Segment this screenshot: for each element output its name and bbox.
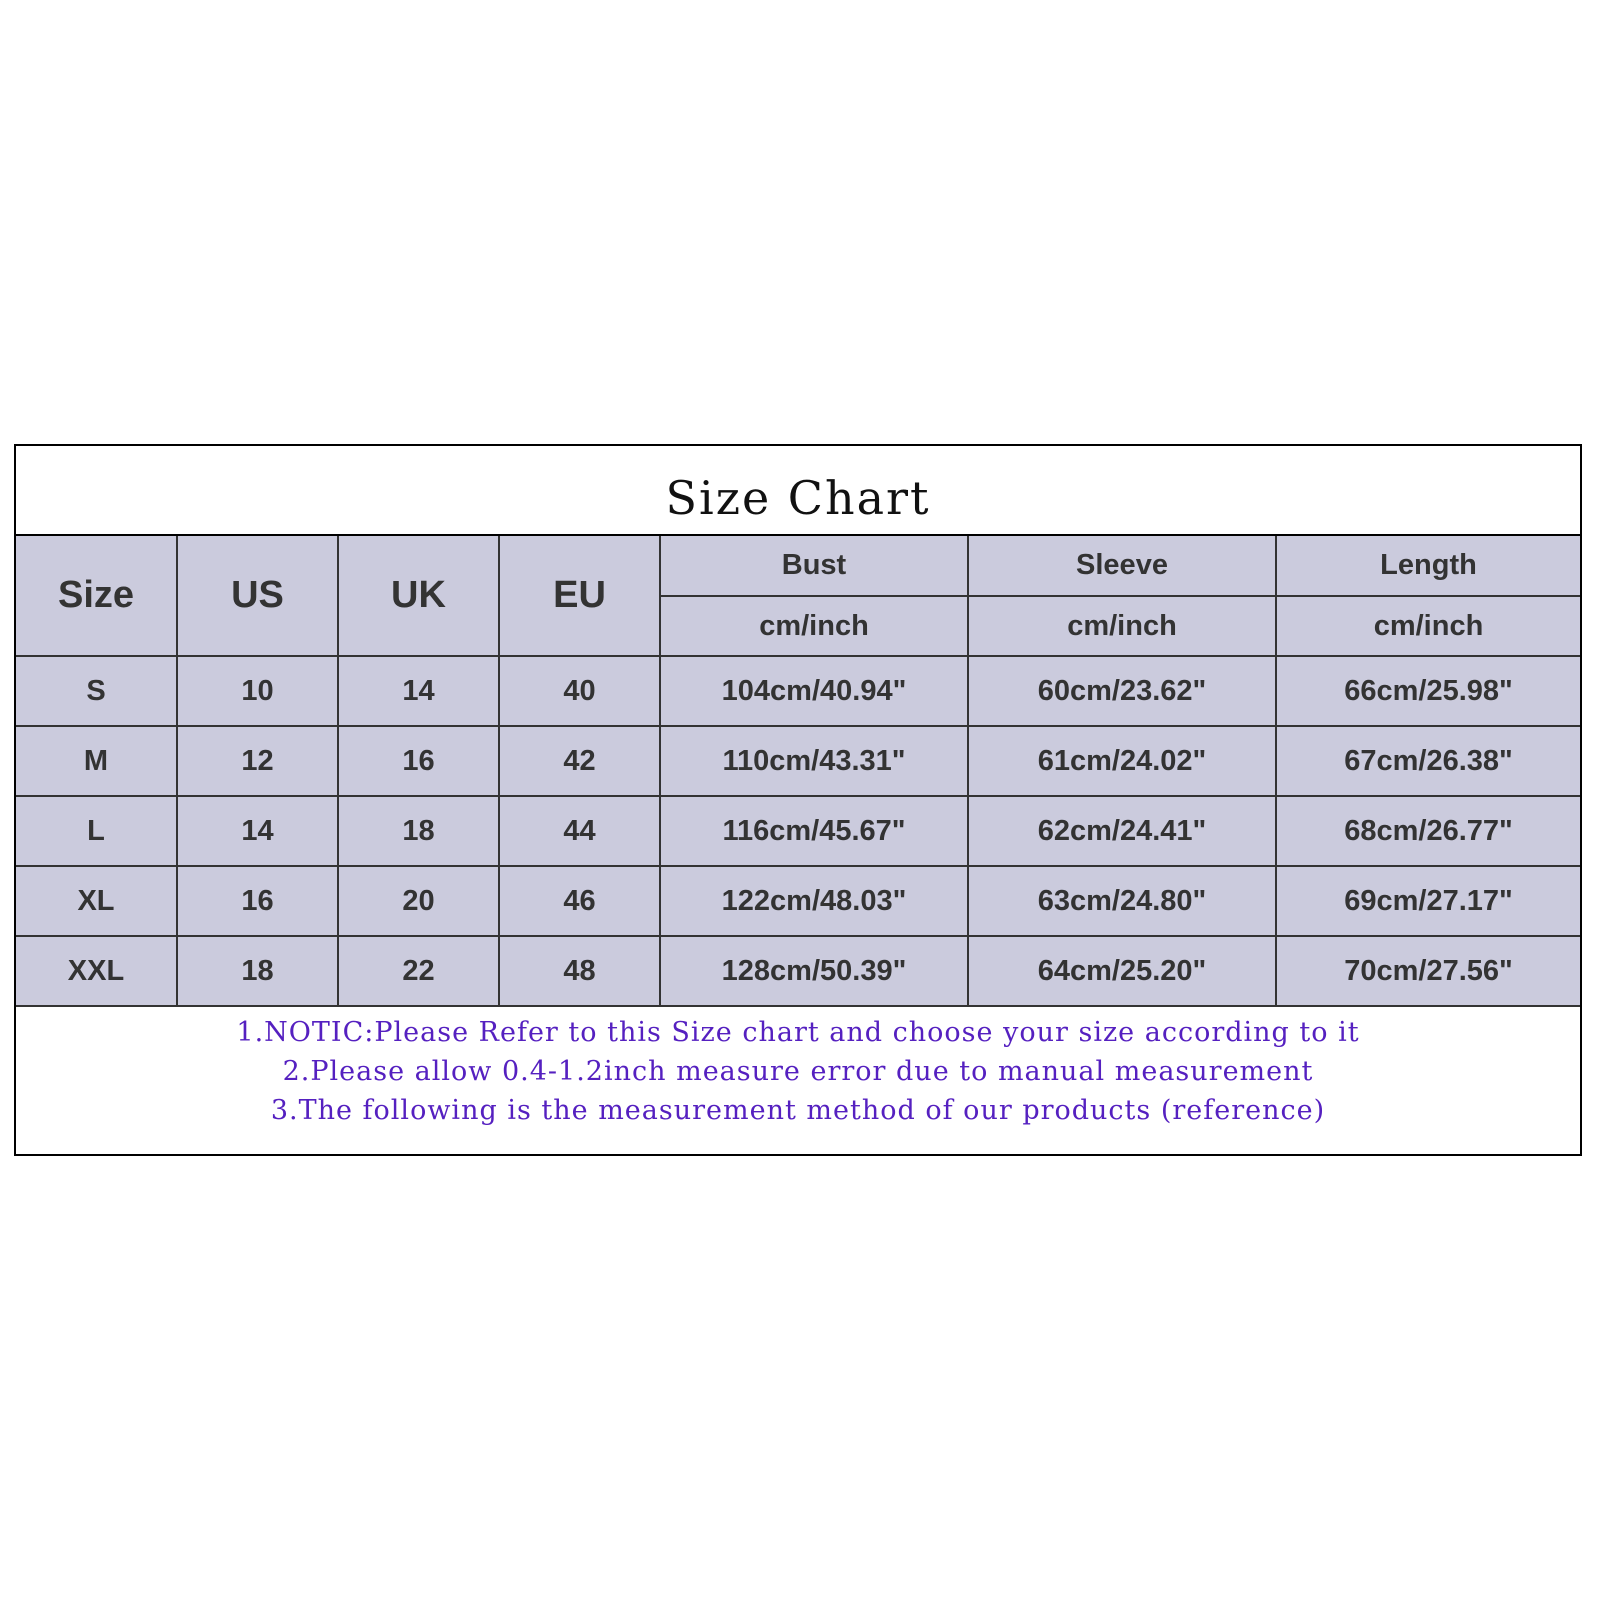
cell-eu: 40	[499, 656, 660, 726]
cell-size: XL	[16, 866, 177, 936]
header-row	[16, 536, 1580, 596]
size-table	[16, 536, 1580, 1007]
cell-length: 67cm/26.38"	[1276, 726, 1580, 796]
header-sleeve: Sleeve	[968, 536, 1276, 596]
size-chart	[14, 444, 1582, 1156]
cell-us: 12	[177, 726, 338, 796]
cell-size: L	[16, 796, 177, 866]
table-row	[16, 656, 1580, 726]
cell-us: 16	[177, 866, 338, 936]
cell-length: 66cm/25.98"	[1276, 656, 1580, 726]
cell-length: 70cm/27.56"	[1276, 936, 1580, 1006]
header-length: Length	[1276, 536, 1580, 596]
cell-uk: 14	[338, 656, 499, 726]
header-eu: EU	[499, 536, 660, 656]
chart-title: Size Chart	[16, 446, 1580, 536]
cell-uk: 18	[338, 796, 499, 866]
cell-uk: 20	[338, 866, 499, 936]
header-us: US	[177, 536, 338, 656]
cell-sleeve: 60cm/23.62"	[968, 656, 1276, 726]
header-bust: Bust	[660, 536, 968, 596]
cell-length: 69cm/27.17"	[1276, 866, 1580, 936]
header-sleeve-unit: cm/inch	[968, 596, 1276, 656]
cell-uk: 16	[338, 726, 499, 796]
table-row	[16, 866, 1580, 936]
cell-us: 14	[177, 796, 338, 866]
notes	[16, 1007, 1580, 1130]
header-size: Size	[16, 536, 177, 656]
note-line: 3.The following is the measurement method of our products (reference)	[270, 1095, 1326, 1126]
cell-eu: 46	[499, 866, 660, 936]
cell-size: XXL	[16, 936, 177, 1006]
header-bust-unit: cm/inch	[660, 596, 968, 656]
cell-sleeve: 61cm/24.02"	[968, 726, 1276, 796]
cell-us: 18	[177, 936, 338, 1006]
table-row	[16, 796, 1580, 866]
cell-bust: 122cm/48.03"	[660, 866, 968, 936]
header-uk: UK	[338, 536, 499, 656]
header-length-unit: cm/inch	[1276, 596, 1580, 656]
table-row	[16, 936, 1580, 1006]
cell-eu: 42	[499, 726, 660, 796]
cell-bust: 116cm/45.67"	[660, 796, 968, 866]
cell-uk: 22	[338, 936, 499, 1006]
cell-sleeve: 63cm/24.80"	[968, 866, 1276, 936]
cell-bust: 110cm/43.31"	[660, 726, 968, 796]
cell-length: 68cm/26.77"	[1276, 796, 1580, 866]
cell-bust: 128cm/50.39"	[660, 936, 968, 1006]
cell-sleeve: 62cm/24.41"	[968, 796, 1276, 866]
cell-eu: 44	[499, 796, 660, 866]
table-row	[16, 726, 1580, 796]
note-line: 2.Please allow 0.4-1.2inch measure error due to manual measurement	[282, 1056, 1314, 1087]
note-line: 1.NOTIC:Please Refer to this Size chart and choose your size according to it	[236, 1017, 1360, 1048]
cell-sleeve: 64cm/25.20"	[968, 936, 1276, 1006]
cell-eu: 48	[499, 936, 660, 1006]
cell-size: S	[16, 656, 177, 726]
cell-bust: 104cm/40.94"	[660, 656, 968, 726]
cell-size: M	[16, 726, 177, 796]
cell-us: 10	[177, 656, 338, 726]
